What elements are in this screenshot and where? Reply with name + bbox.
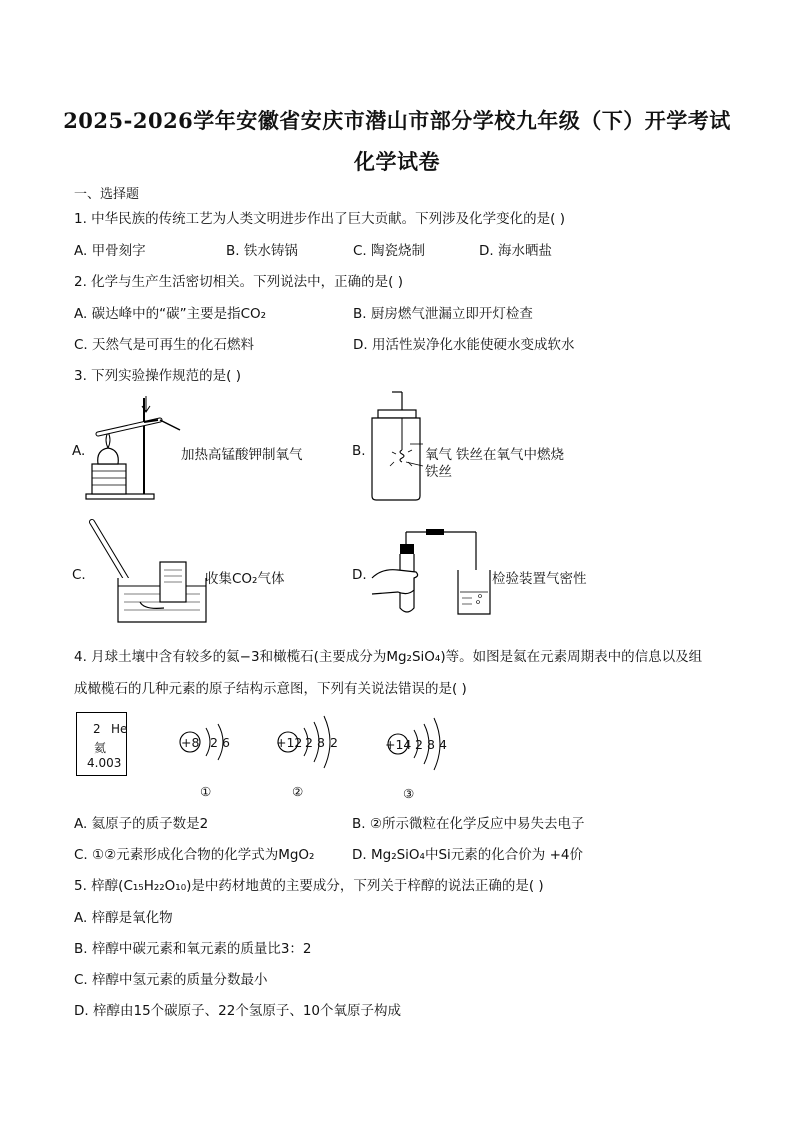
q4-option-c: C. ①②元素形成化合物的化学式为MgO₂ (74, 847, 315, 863)
atom3-shell-2: 8 (427, 737, 435, 752)
q4-option-b: B. ②所示微粒在化学反应中易失去电子 (352, 816, 585, 832)
q3-c-caption: 收集CO₂气体 (205, 571, 285, 587)
atom2-shell-1: 2 (305, 735, 313, 750)
q4-stem-line1: 4. 月球土壤中含有较多的氦−3和橄榄石(主要成分为Mg₂SiO₄)等。如图是氦在元素周期表中的信息以及组 (74, 649, 703, 665)
q3-b-oxygen-label: 氧气 (425, 447, 452, 463)
atom3-shell-3: 4 (439, 737, 447, 752)
q3-b-caption: 铁丝在氧气中燃烧 (456, 447, 564, 463)
q3-a-letter: A. (72, 443, 86, 459)
q2-option-b: B. 厨房燃气泄漏立即开灯检查 (353, 306, 533, 322)
exam-title: 2025-2026学年安徽省安庆市潜山市部分学校九年级（下）开学考试 (63, 108, 731, 133)
atom2-label: ② (292, 784, 304, 799)
q1-option-a: A. 甲骨刻字 (74, 243, 146, 259)
q5-stem: 5. 梓醇(C₁₅H₂₂O₁₀)是中药材地黄的主要成分，下列关于梓醇的说法正确的是( ) (74, 878, 544, 894)
helium-symbol: He (111, 722, 128, 736)
q3-b-wire-label: 铁丝 (425, 464, 452, 480)
q3-a-caption: 加热高锰酸钾制氧气 (181, 447, 303, 463)
q5-option-c: C. 梓醇中氢元素的质量分数最小 (74, 972, 268, 988)
q4-option-d: D. Mg₂SiO₄中Si元素的化合价为 +4价 (352, 847, 583, 863)
q2-option-a: A. 碳达峰中的“碳”主要是指CO₂ (74, 306, 267, 322)
atom3-nucleus: +14 (385, 737, 412, 752)
q1-option-b: B. 铁水铸锅 (226, 243, 298, 259)
q2-option-c: C. 天然气是可再生的化石燃料 (74, 337, 255, 353)
q2-option-d: D. 用活性炭净化水能使硬水变成软水 (353, 337, 575, 353)
q5-option-a: A. 梓醇是氧化物 (74, 910, 173, 926)
q5-option-d: D. 梓醇由15个碳原子、22个氢原子、10个氧原子构成 (74, 1003, 402, 1019)
airtightness-figure (368, 528, 494, 618)
q3-stem: 3. 下列实验操作规范的是( ) (74, 368, 241, 384)
exam-subtitle: 化学试卷 (354, 149, 440, 174)
q4-stem-line2: 成橄榄石的几种元素的原子结构示意图，下列有关说法错误的是( ) (74, 681, 467, 697)
atom1-nucleus: +8 (181, 735, 200, 750)
q3-d-letter: D. (352, 567, 367, 583)
helium-mass: 4.003 (87, 756, 122, 770)
q4-option-a: A. 氦原子的质子数是2 (74, 816, 209, 832)
q1-stem: 1. 中华民族的传统工艺为人类文明进步作出了巨大贡献。下列涉及化学变化的是( ) (74, 211, 565, 227)
atom2-nucleus: +12 (276, 735, 303, 750)
gas-collection-figure (88, 518, 208, 624)
atom2-shell-3: 2 (330, 735, 338, 750)
helium-atomic-number: 2 (93, 722, 101, 736)
atom1-shell-1: 2 (210, 735, 218, 750)
atom1-shell-2: 6 (222, 735, 230, 750)
q5-option-b: B. 梓醇中碳元素和氧元素的质量比3：2 (74, 941, 312, 957)
q3-b-letter: B. (352, 443, 366, 459)
atom2-shell-2: 8 (317, 735, 325, 750)
iron-combustion-figure (368, 390, 424, 502)
atom3-shell-1: 2 (415, 737, 423, 752)
atom3-label: ③ (403, 786, 415, 801)
q3-c-letter: C. (72, 567, 86, 583)
section-heading: 一、选择题 (74, 187, 140, 202)
heating-apparatus-figure (84, 390, 184, 502)
helium-name: 氦 (94, 741, 107, 755)
q1-option-d: D. 海水晒盐 (479, 243, 552, 259)
q3-d-caption: 检验装置气密性 (492, 571, 587, 587)
q2-stem: 2. 化学与生产生活密切相关。下列说法中，正确的是( ) (74, 274, 403, 290)
q1-option-c: C. 陶瓷烧制 (353, 243, 426, 259)
atom1-label: ① (200, 784, 212, 799)
